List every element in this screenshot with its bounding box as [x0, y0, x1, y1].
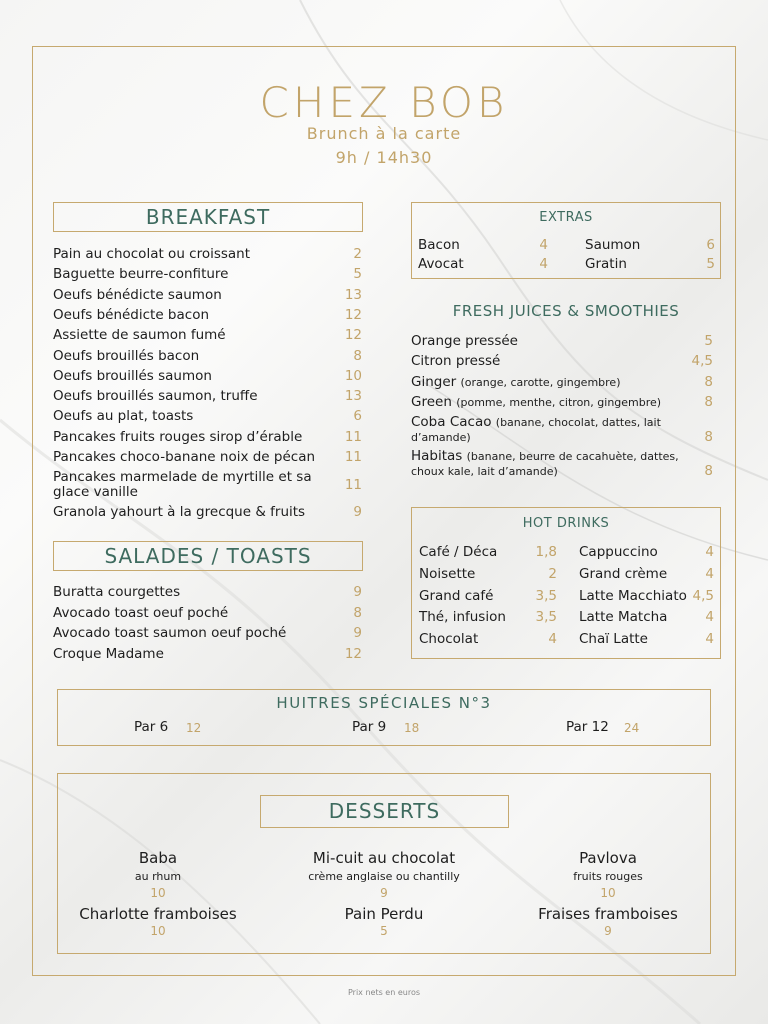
extra-item-name: Gratin — [585, 256, 627, 272]
dessert-item-detail: au rhum — [134, 870, 182, 883]
hotdrink-item-name: Latte Matcha — [579, 609, 668, 626]
hotdrink-item-name: Thé, infusion — [419, 609, 506, 626]
menu-subtitle: Brunch à la carte — [306, 124, 462, 143]
dessert-item-name: Pain Perdu — [344, 905, 424, 923]
menu-item-name: Granola yahourt à la grecque & fruits — [53, 504, 306, 521]
hotdrink-item-price: 4 — [705, 631, 714, 648]
menu-item-price: 11 — [344, 449, 362, 465]
juice-item-price: 8 — [704, 429, 713, 445]
menu-item-price: 11 — [344, 477, 362, 494]
dessert-item-detail: fruits rouges — [573, 870, 643, 883]
juice-item-name: Ginger — [411, 374, 457, 390]
hotdrink-item-name: Chaï Latte — [579, 631, 648, 648]
dessert-item-price: 5 — [380, 924, 388, 938]
hotdrink-item-price: 1,8 — [535, 544, 557, 560]
desserts-heading: DESSERTS — [260, 795, 509, 828]
extra-item-price: 4 — [539, 256, 548, 272]
menu-item-price: 12 — [344, 306, 362, 323]
extra-item-price: 5 — [706, 256, 715, 272]
juice-item-price: 8 — [704, 463, 713, 479]
menu-item-price: 9 — [353, 625, 362, 641]
extra-item-name: Bacon — [418, 237, 460, 253]
menu-item-price: 2 — [353, 246, 362, 262]
breakfast-heading: BREAKFAST — [53, 202, 363, 232]
extras-heading: EXTRAS — [539, 210, 593, 225]
extra-item-price: 6 — [706, 237, 715, 253]
juice-item-price: 8 — [704, 374, 713, 390]
menu-item-name: Oeufs bénédicte bacon — [53, 306, 210, 323]
menu-item-price: 6 — [353, 408, 362, 425]
hotdrink-item-price: 4 — [705, 565, 714, 582]
hotdrink-item-name: Grand crème — [579, 565, 668, 582]
extra-item-price: 4 — [539, 237, 548, 253]
menu-item-name: Pancakes fruits rouges sirop d’érable — [53, 428, 303, 445]
menu-item-name: Baguette beurre-confiture — [53, 266, 229, 283]
menu-item-price: 9 — [353, 584, 362, 600]
salades-heading: SALADES / TOASTS — [53, 541, 363, 571]
menu-item-name: Oeufs brouillés bacon — [53, 347, 200, 364]
juice-item-name: Habitas — [411, 448, 463, 464]
juice-item — [411, 353, 701, 369]
menu-item-price: 9 — [353, 504, 362, 521]
menu-item-name: Avocado toast oeuf poché — [53, 604, 229, 621]
hotdrink-item-price: 4 — [548, 631, 557, 648]
dessert-item-price: 10 — [150, 886, 166, 900]
huitres-item-price: 12 — [186, 721, 202, 735]
hotdrink-item-price: 4,5 — [692, 587, 714, 604]
hotdrink-item-price: 2 — [548, 565, 557, 582]
hotdrink-item-name: Grand café — [419, 587, 494, 604]
menu-item-name-cont: glace vanille — [53, 484, 138, 501]
dessert-item-name: Fraises framboises — [538, 905, 678, 923]
huitres-item-name: Par 9 — [352, 719, 387, 735]
huitres-item-name: Par 12 — [566, 719, 609, 735]
dessert-item-name: Charlotte framboises — [79, 905, 237, 923]
juice-item-name: Orange pressée — [411, 333, 518, 349]
juice-item — [411, 374, 701, 391]
juice-item-detail-cont: d’amande) — [411, 431, 471, 444]
hotdrinks-heading: HOT DRINKS — [522, 516, 610, 531]
juice-item — [411, 414, 701, 431]
menu-item-name: Pancakes choco-banane noix de pécan — [53, 449, 316, 465]
menu-item-price: 8 — [353, 347, 362, 364]
dessert-item-price: 9 — [380, 886, 388, 900]
menu-item-name: Pain au chocolat ou croissant — [53, 246, 251, 262]
juice-item-detail: (banane, beurre de cacahuète, dattes, — [466, 450, 679, 463]
huitres-heading: HUITRES SPÉCIALES N°3 — [276, 694, 492, 712]
menu-item-price: 12 — [344, 645, 362, 662]
juice-item — [411, 394, 701, 411]
extra-item-name: Avocat — [418, 256, 464, 272]
hotdrink-item-name: Chocolat — [419, 631, 479, 648]
dessert-item-price: 10 — [150, 924, 166, 938]
juice-item-detail: (banane, chocolat, dattes, lait — [495, 416, 661, 429]
huitres-item-price: 18 — [404, 721, 420, 735]
juice-item — [411, 448, 701, 465]
hotdrink-item-price: 3,5 — [535, 587, 557, 604]
menu-item-price: 12 — [344, 327, 362, 344]
huitres-item-name: Par 6 — [134, 719, 169, 735]
menu-item-price: 8 — [353, 604, 362, 621]
footer-note: Prix nets en euros — [347, 988, 420, 997]
menu-item-name: Avocado toast saumon oeuf poché — [53, 625, 287, 641]
juice-item-price: 5 — [704, 333, 713, 349]
dessert-item-name: Baba — [138, 849, 178, 867]
menu-item-price: 13 — [344, 388, 362, 405]
menu-item-name: Croque Madame — [53, 645, 164, 662]
restaurant-title: CHEZ BOB — [259, 78, 509, 127]
menu-item-name: Oeufs brouillés saumon, truffe — [53, 388, 258, 405]
juice-item-detail: (orange, carotte, gingembre) — [460, 376, 621, 389]
juice-item-detail-cont: choux kale, lait d’amande) — [411, 465, 558, 478]
juices-heading: FRESH JUICES & SMOOTHIES — [452, 302, 680, 320]
hotdrink-item-price: 4 — [705, 609, 714, 626]
hotdrink-item-name: Café / Déca — [419, 544, 498, 560]
dessert-item-price: 10 — [600, 886, 616, 900]
juice-item-name: Green — [411, 394, 452, 410]
hotdrink-item-name: Noisette — [419, 565, 476, 582]
dessert-item-detail: crème anglaise ou chantilly — [308, 870, 460, 883]
juice-item-price: 8 — [704, 394, 713, 410]
juice-item-name: Coba Cacao — [411, 414, 492, 430]
menu-item-price: 5 — [353, 266, 362, 283]
menu-item-name: Oeufs bénédicte saumon — [53, 286, 222, 303]
juice-item-price: 4,5 — [691, 353, 713, 369]
extra-item-name: Saumon — [585, 237, 641, 253]
hotdrink-item-name: Cappuccino — [579, 544, 658, 560]
dessert-item-name: Mi-cuit au chocolat — [312, 849, 456, 867]
dessert-item-name: Pavlova — [579, 849, 637, 867]
hotdrink-item-name: Latte Macchiato — [579, 587, 687, 604]
juice-item-name: Citron pressé — [411, 353, 501, 369]
menu-item-name: Pancakes marmelade de myrtille et sa — [53, 469, 312, 486]
hotdrink-item-price: 3,5 — [535, 609, 557, 626]
menu-item-name: Oeufs au plat, toasts — [53, 408, 194, 425]
dessert-item-price: 9 — [604, 924, 612, 938]
huitres-item-price: 24 — [624, 721, 640, 735]
menu-item-price: 13 — [344, 286, 362, 303]
juice-item — [411, 333, 701, 349]
menu-item-price: 11 — [344, 428, 362, 445]
menu-item-name: Oeufs brouillés saumon — [53, 367, 212, 384]
hotdrink-item-price: 4 — [705, 544, 714, 560]
juice-item-detail: (pomme, menthe, citron, gingembre) — [456, 396, 662, 409]
opening-hours: 9h / 14h30 — [335, 148, 433, 167]
menu-item-price: 10 — [344, 367, 362, 384]
menu-item-name: Buratta courgettes — [53, 584, 181, 600]
menu-item-name: Assiette de saumon fumé — [53, 327, 226, 344]
